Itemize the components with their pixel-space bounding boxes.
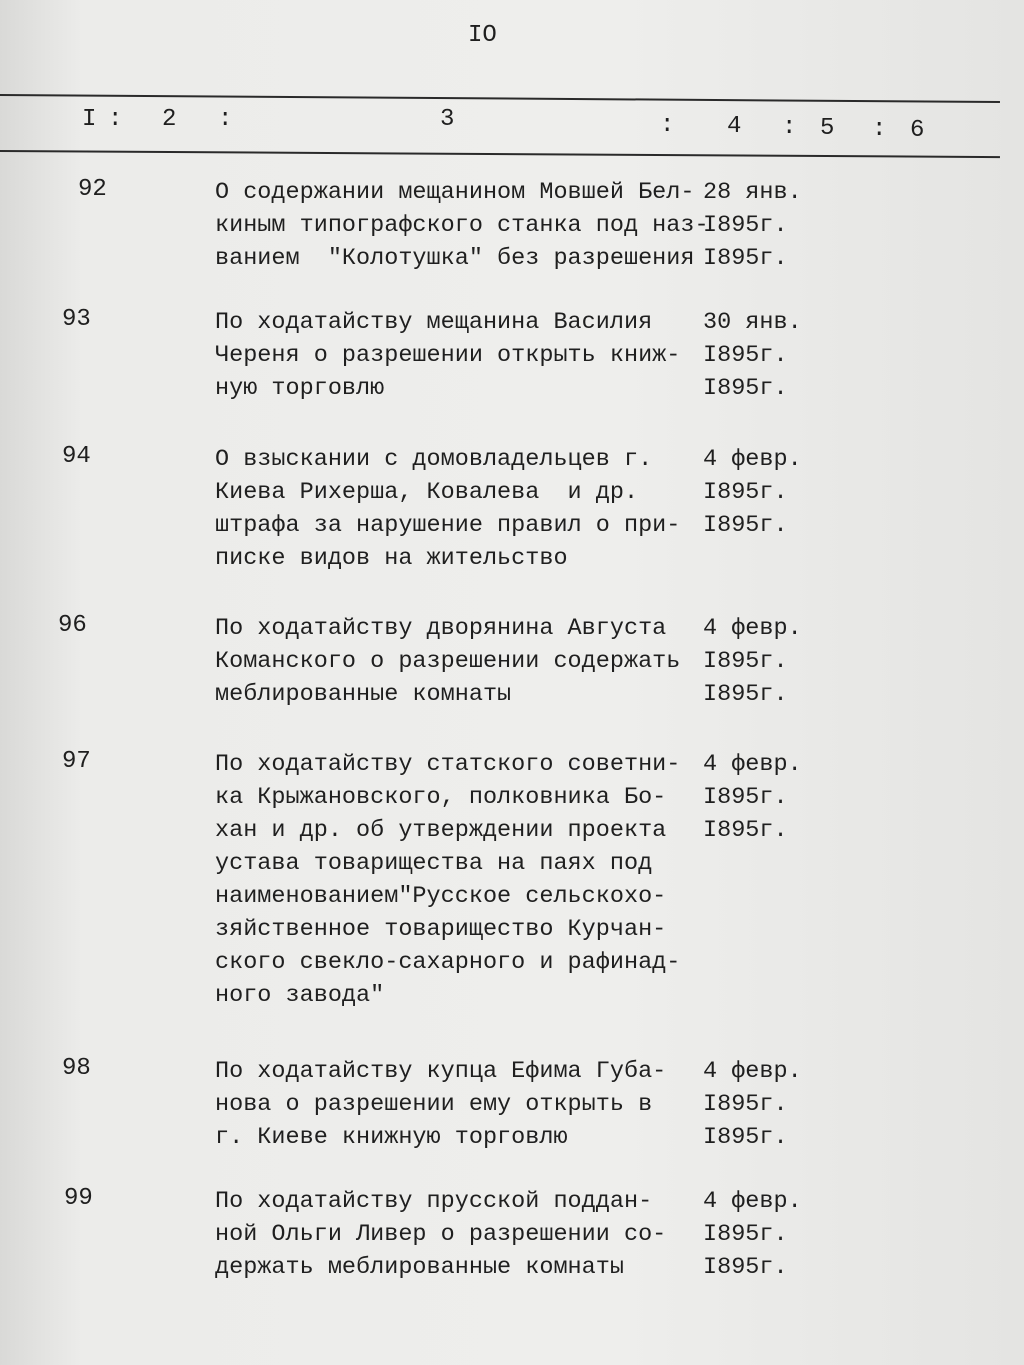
description-line: г. Киеве книжную торговлю (215, 1124, 568, 1151)
description-line: ванием "Колотушка" без разрешения (215, 245, 695, 272)
year: I895г. (703, 648, 788, 675)
description-line: Команского о разрешении содержать (215, 648, 681, 675)
description-line: ского свекло-сахарного и рафинад- (215, 949, 681, 976)
description-line: устава товарищества на паях под (215, 850, 653, 877)
description-line: ной Ольги Ливер о разрешении со- (215, 1221, 667, 1248)
description-line: По ходатайству мещанина Василия (215, 309, 653, 336)
column-separator: : (782, 114, 797, 141)
entry-number: 98 (62, 1055, 91, 1082)
description-line: меблированные комнаты (215, 681, 512, 708)
entry-description (215, 306, 680, 405)
entry-number: 94 (62, 443, 91, 470)
year: I895г. (703, 1254, 788, 1281)
description-line: ную торговлю (215, 375, 385, 402)
start-date: 4 февр. (703, 1058, 802, 1085)
year: I895г. (703, 212, 788, 239)
description-line: Киева Рихерша, Ковалева и др. (215, 479, 639, 506)
start-date: 4 февр. (703, 446, 802, 473)
entry-dates (703, 306, 802, 405)
table-header-rule (0, 150, 1000, 158)
entry-number: 93 (62, 306, 91, 333)
description-line: хан и др. об утверждении проекта (215, 817, 667, 844)
year: I895г. (703, 479, 788, 506)
column-header-5: 5 (820, 115, 835, 142)
entry-description (215, 443, 680, 575)
page-number: IO (468, 22, 497, 49)
year: I895г. (703, 1221, 788, 1248)
entry-description (215, 612, 680, 711)
entry-description (215, 176, 709, 275)
entry-dates (703, 176, 802, 275)
start-date: 30 янв. (703, 309, 802, 336)
year: I895г. (703, 375, 788, 402)
start-date: 28 янв. (703, 179, 802, 206)
column-header-1: I (82, 106, 97, 133)
entry-number: 96 (58, 612, 87, 639)
entry-description (215, 1055, 666, 1154)
description-line: писке видов на жительство (215, 545, 568, 572)
entry-dates (703, 443, 802, 542)
description-line: О взыскании с домовладельцев г. (215, 446, 653, 473)
year: I895г. (703, 512, 788, 539)
column-header-2: 2 (162, 106, 177, 133)
year: I895г. (703, 784, 788, 811)
description-line: По ходатайству дворянина Августа (215, 615, 667, 642)
entry-number: 97 (62, 748, 91, 775)
start-date: 4 февр. (703, 751, 802, 778)
description-line: ного завода" (215, 982, 385, 1009)
start-date: 4 февр. (703, 615, 802, 642)
entry-number: 92 (78, 176, 107, 203)
year: I895г. (703, 1124, 788, 1151)
year: I895г. (703, 342, 788, 369)
entry-description (215, 1185, 666, 1284)
column-separator: : (108, 106, 123, 133)
year: I895г. (703, 681, 788, 708)
column-separator: : (218, 106, 233, 133)
description-line: держать меблированные комнаты (215, 1254, 624, 1281)
table-top-rule (0, 94, 1000, 103)
entry-dates (703, 1055, 802, 1154)
description-line: наименованием"Русское сельскохо- (215, 883, 667, 910)
column-separator: : (872, 116, 887, 143)
description-line: По ходатайству купца Ефима Губа- (215, 1058, 667, 1085)
year: I895г. (703, 245, 788, 272)
column-header-6: 6 (910, 117, 925, 144)
description-line: зяйственное товарищество Курчан- (215, 916, 667, 943)
description-line: Череня о разрешении открыть книж- (215, 342, 681, 369)
description-line: О содержании мещанином Мовшей Бел- (215, 179, 695, 206)
description-line: нова о разрешении ему открыть в (215, 1091, 653, 1118)
start-date: 4 февр. (703, 1188, 802, 1215)
column-header-3: 3 (440, 106, 455, 133)
entry-description (215, 748, 680, 1012)
entry-dates (703, 612, 802, 711)
entry-dates (703, 748, 802, 847)
entry-number: 99 (64, 1185, 93, 1212)
description-line: штрафа за нарушение правил о при- (215, 512, 681, 539)
description-line: киным типографского станка под наз- (215, 212, 709, 239)
column-separator: : (660, 112, 675, 139)
description-line: ка Крыжановского, полковника Бо- (215, 784, 667, 811)
description-line: По ходатайству прусской поддан- (215, 1188, 653, 1215)
entry-dates (703, 1185, 802, 1284)
year: I895г. (703, 1091, 788, 1118)
description-line: По ходатайству статского советни- (215, 751, 681, 778)
year: I895г. (703, 817, 788, 844)
column-header-4: 4 (727, 113, 742, 140)
